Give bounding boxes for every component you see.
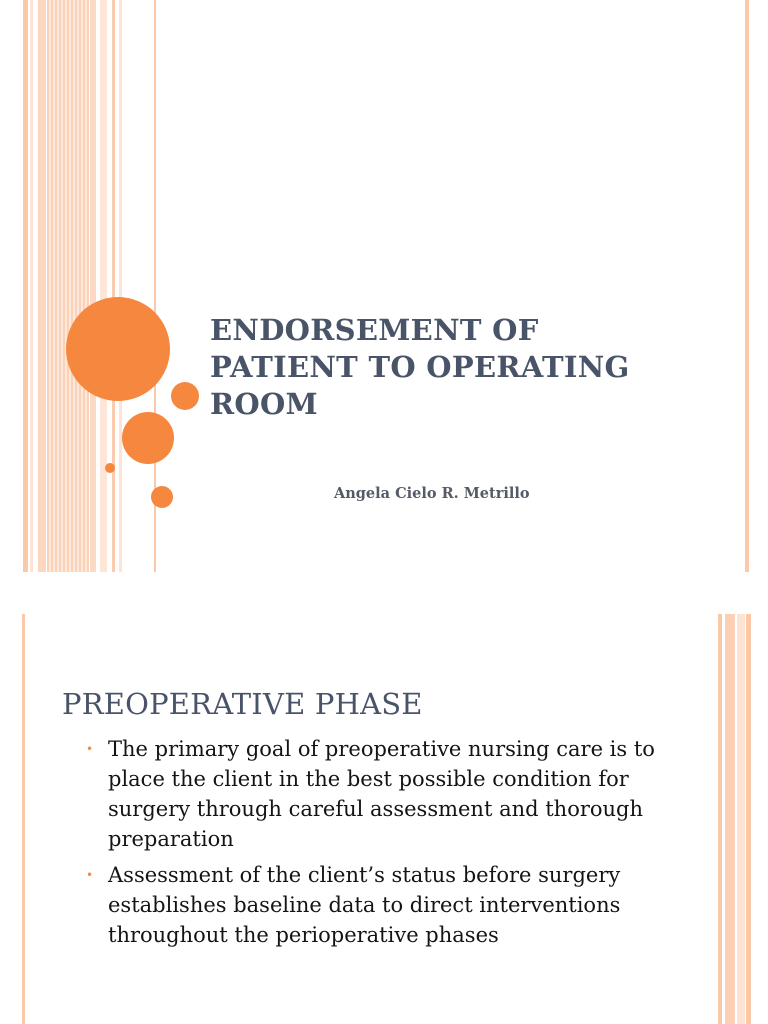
- author-name: Angela Cielo R. Metrillo: [334, 485, 530, 502]
- decorative-circle-large: [66, 297, 170, 401]
- decorative-circle: [105, 463, 115, 473]
- bullet-item: [86, 860, 686, 950]
- decorative-stripe: [737, 614, 745, 1024]
- decorative-stripe: [47, 0, 89, 572]
- bullet-text: Assessment of the client’s status before surgery establishes baseline data to direct interventions throughout the perioperative phases: [108, 863, 621, 947]
- decorative-stripe: [119, 0, 122, 572]
- decorative-stripe: [100, 0, 107, 572]
- bullet-text: The primary goal of preoperative nursing care is to place the client in the best possible condition for surgery through careful assessment and thorough preparation: [108, 737, 655, 851]
- bullet-item: [86, 734, 686, 854]
- decorative-stripe: [718, 614, 722, 1024]
- decorative-stripe: [154, 0, 156, 572]
- decorative-stripe: [725, 614, 735, 1024]
- slide-title: [210, 312, 670, 423]
- content-slide: [0, 614, 768, 1024]
- slide-title-line: ENDORSEMENT OF: [210, 313, 539, 347]
- decorative-stripe: [746, 614, 751, 1024]
- slide-title-line: PATIENT TO OPERATING: [210, 350, 630, 384]
- decorative-stripe: [22, 614, 25, 1024]
- decorative-circle: [171, 382, 199, 410]
- bullet-list: [86, 734, 686, 956]
- decorative-stripe: [38, 0, 46, 572]
- decorative-circle: [151, 486, 173, 508]
- bullet-icon: •: [86, 742, 94, 756]
- decorative-stripe: [112, 0, 115, 572]
- decorative-circle: [122, 412, 174, 464]
- decorative-stripe: [745, 0, 749, 572]
- decorative-stripe: [30, 0, 33, 572]
- decorative-stripe: [23, 0, 28, 572]
- bullet-icon: •: [86, 868, 94, 882]
- slide-title-line: ROOM: [210, 387, 318, 421]
- slide-heading: PREOPERATIVE PHASE: [62, 687, 423, 721]
- decorative-stripe: [90, 0, 96, 572]
